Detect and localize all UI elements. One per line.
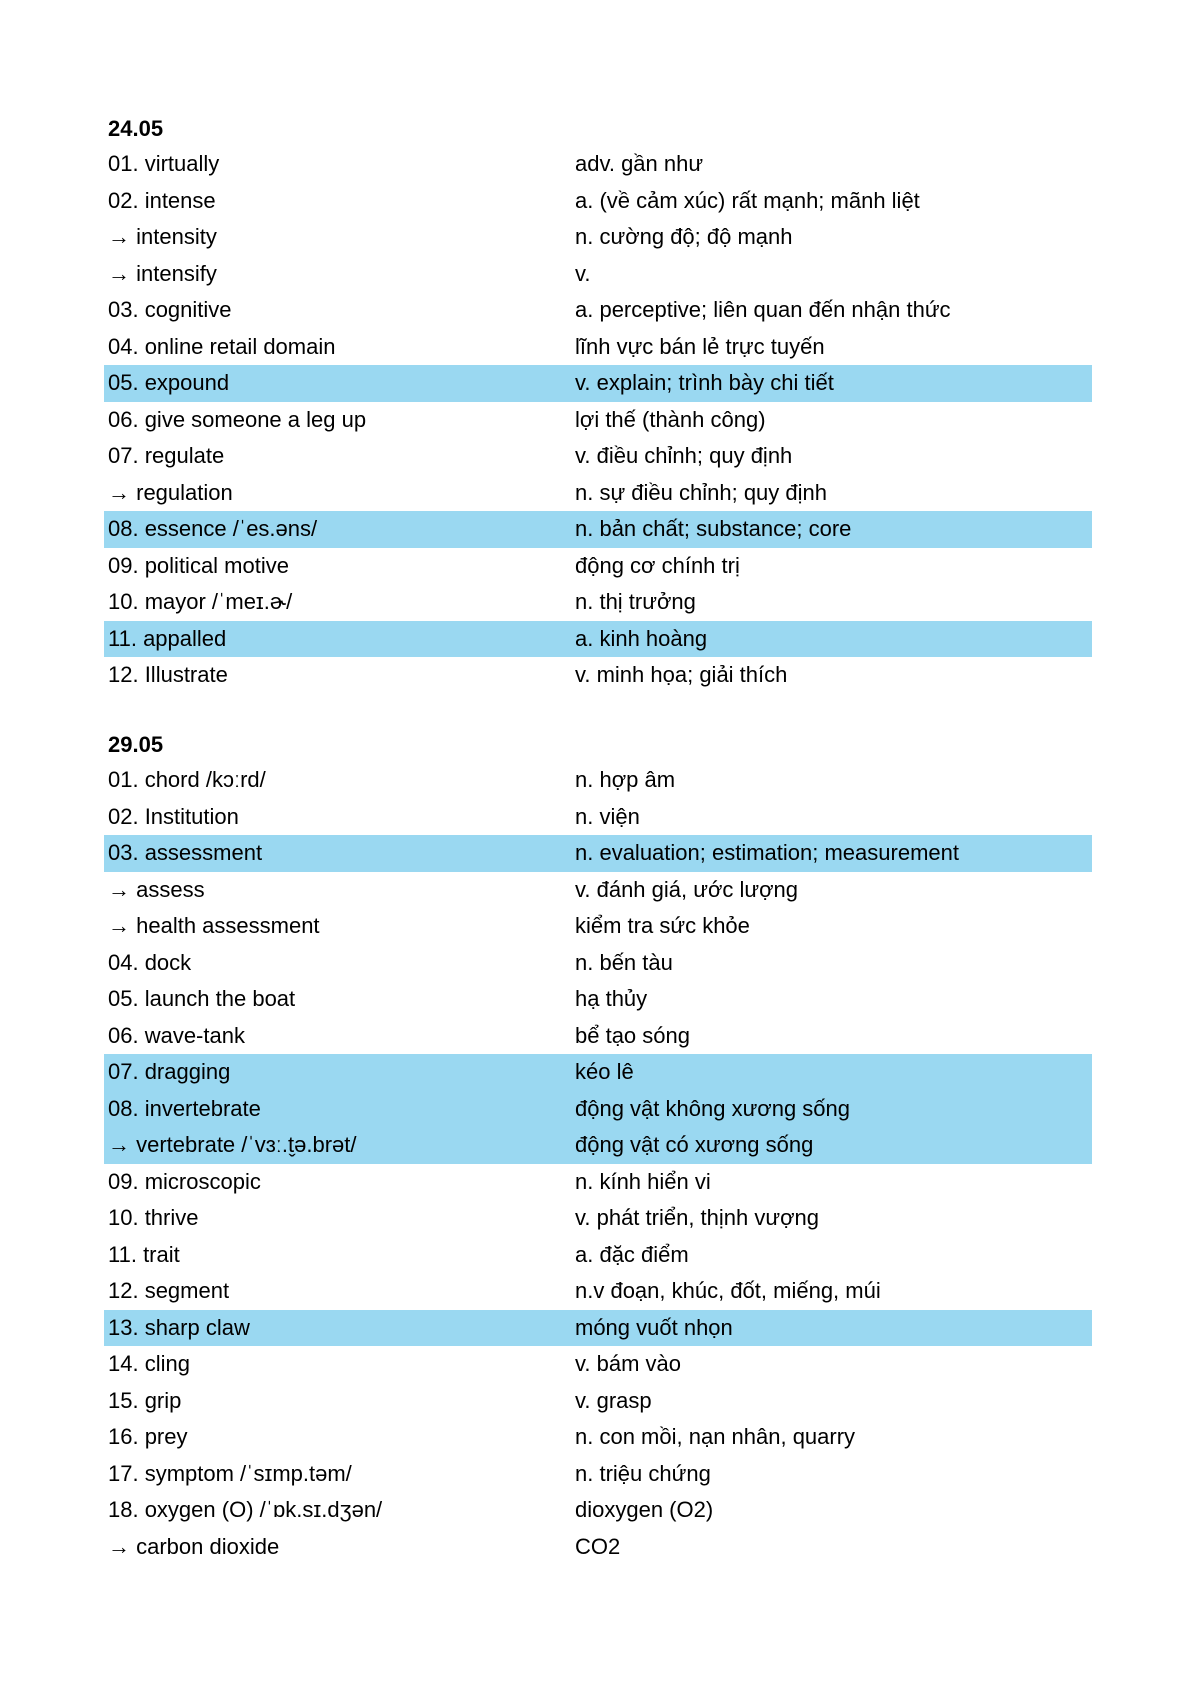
vocab-meaning: lợi thế (thành công): [575, 406, 766, 432]
vocab-term: 15. grip: [108, 1387, 182, 1413]
vocab-term: 05. launch the boat: [108, 986, 296, 1011]
vocab-meaning: v. minh họa; giải thích: [575, 662, 788, 687]
vocab-meaning: n. hợp âm: [575, 767, 676, 792]
vocab-meaning: a. đặc điểm: [575, 1241, 689, 1267]
vocab-row: [104, 799, 1092, 836]
vocab-meaning: v. grasp: [575, 1387, 652, 1413]
vocab-row: [104, 183, 1092, 220]
vocab-row: [104, 762, 1092, 799]
vocab-term: 13. sharp claw: [108, 1314, 250, 1340]
vocab-term: 06. wave-tank: [108, 1022, 245, 1048]
vocab-row: [104, 1273, 1092, 1310]
vocab-term: → assess: [108, 876, 205, 902]
vocab-section-29-05: [104, 728, 1092, 1565]
vocab-term: 05. expound: [108, 370, 230, 395]
vocab-row: [104, 438, 1092, 475]
vocab-meaning: lĩnh vực bán lẻ trực tuyến: [575, 333, 825, 359]
vocab-term: 07. regulate: [108, 443, 225, 468]
vocab-row: [104, 981, 1092, 1018]
vocab-term: 10. thrive: [108, 1205, 199, 1230]
vocab-term: 14. cling: [108, 1351, 190, 1376]
vocab-term: 04. dock: [108, 949, 192, 975]
vocab-row: [104, 584, 1092, 621]
vocab-meaning: v. điều chỉnh; quy định: [575, 443, 793, 468]
vocab-row-highlighted: [104, 1127, 1092, 1164]
vocab-term: 02. Institution: [108, 803, 239, 829]
vocab-term: 12. Illustrate: [108, 662, 228, 687]
vocab-row: [104, 146, 1092, 183]
vocab-row: [104, 475, 1092, 512]
vocab-term: 03. cognitive: [108, 297, 232, 322]
vocab-meaning: v. phát triển, thịnh vượng: [575, 1205, 819, 1230]
vocab-meaning: v. đánh giá, ước lượng: [575, 876, 799, 902]
vocab-term: 02. intense: [108, 187, 216, 213]
vocab-meaning: n. con mồi, nạn nhân, quarry: [575, 1424, 856, 1449]
vocab-meaning: bể tạo sóng: [575, 1022, 690, 1048]
vocab-row: [104, 1456, 1092, 1493]
vocab-meaning: CO2: [575, 1533, 621, 1559]
vocab-term: 18. oxygen (O) /ˈɒk.sɪ.dʒən/: [108, 1497, 383, 1522]
vocab-meaning: dioxygen (O2): [575, 1497, 714, 1522]
vocab-term: 08. essence /ˈes.əns/: [108, 516, 318, 541]
vocab-row-highlighted: [104, 1091, 1092, 1128]
vocab-term: → regulation: [108, 479, 233, 505]
vocab-row: [104, 908, 1092, 945]
vocab-meaning: n. triệu chứng: [575, 1460, 711, 1486]
vocab-meaning: n. kính hiển vi: [575, 1168, 711, 1194]
vocab-row-highlighted: [104, 1310, 1092, 1347]
section-date-heading: 24.05: [108, 116, 164, 141]
vocab-row-highlighted: [104, 621, 1092, 658]
vocab-term: 08. invertebrate: [108, 1095, 261, 1121]
vocab-meaning: adv. gần như: [575, 151, 704, 176]
vocab-meaning: động vật không xương sống: [575, 1095, 851, 1121]
vocab-row: [104, 292, 1092, 329]
vocab-row: [104, 657, 1092, 694]
vocab-term: 17. symptom /ˈsɪmp.təm/: [108, 1460, 352, 1486]
vocab-meaning: móng vuốt nhọn: [575, 1314, 733, 1340]
vocab-term: 12. segment: [108, 1278, 230, 1303]
vocab-term: 06. give someone a leg up: [108, 406, 367, 432]
vocab-meaning: n.v đoạn, khúc, đốt, miếng, múi: [575, 1278, 881, 1303]
vocab-meaning: n. viện: [575, 803, 640, 829]
vocab-row: [104, 1419, 1092, 1456]
vocab-term: 03. assessment: [108, 840, 263, 865]
vocab-meaning: a. kinh hoàng: [575, 625, 708, 651]
vocab-meaning: động vật có xương sống: [575, 1132, 814, 1157]
vocab-row: [104, 1200, 1092, 1237]
vocab-meaning: a. perceptive; liên quan đến nhận thức: [575, 297, 951, 322]
vocab-meaning: a. (về cảm xúc) rất mạnh; mãnh liệt: [575, 187, 920, 213]
vocab-meaning: n. cường độ; độ mạnh: [575, 224, 793, 249]
vocab-row: [104, 1018, 1092, 1055]
vocab-row: [104, 872, 1092, 909]
vocab-term: 01. virtually: [108, 151, 220, 176]
vocab-term: → intensity: [108, 224, 217, 249]
vocab-meaning: n. evaluation; estimation; measurement: [575, 840, 959, 865]
vocab-row: [104, 256, 1092, 293]
vocab-meaning: kéo lê: [575, 1059, 634, 1084]
section-date-heading: 29.05: [108, 732, 164, 757]
vocab-row: [104, 1529, 1092, 1566]
vocab-meaning: v.: [575, 260, 591, 286]
vocab-term: → intensify: [108, 260, 217, 286]
vocab-term: 07. dragging: [108, 1059, 231, 1084]
vocab-row: [104, 1492, 1092, 1529]
vocab-meaning: n. bản chất; substance; core: [575, 516, 852, 541]
vocab-term: 04. online retail domain: [108, 333, 336, 359]
vocab-term: → carbon dioxide: [108, 1533, 280, 1559]
vocab-row: [104, 1383, 1092, 1420]
vocab-meaning: hạ thủy: [575, 986, 648, 1011]
vocab-meaning: động cơ chính trị: [575, 552, 740, 578]
vocab-term: 01. chord /kɔːrd/: [108, 767, 266, 792]
vocab-term: 16. prey: [108, 1424, 188, 1449]
vocab-meaning: n. bến tàu: [575, 949, 673, 975]
vocab-row: [104, 219, 1092, 256]
vocab-term: → vertebrate /ˈvɜː.t̬ə.brət/: [108, 1132, 357, 1157]
vocab-term: 11. appalled: [108, 625, 227, 651]
vocab-row: [104, 1237, 1092, 1274]
vocab-term: 09. microscopic: [108, 1168, 261, 1194]
vocab-row-highlighted: [104, 511, 1092, 548]
vocab-term: 11. trait: [108, 1241, 180, 1267]
vocab-row: [104, 402, 1092, 439]
vocab-row-highlighted: [104, 365, 1092, 402]
vocab-meaning: kiểm tra sức khỏe: [575, 913, 750, 938]
vocab-meaning: v. bám vào: [575, 1351, 681, 1376]
vocab-meaning: v. explain; trình bày chi tiết: [575, 370, 834, 395]
vocab-meaning: n. sự điều chỉnh; quy định: [575, 479, 828, 505]
vocab-row: [104, 548, 1092, 585]
vocab-meaning: n. thị trưởng: [575, 589, 696, 614]
vocab-row: [104, 329, 1092, 366]
vocab-row-highlighted: [104, 835, 1092, 872]
vocab-row: [104, 1164, 1092, 1201]
vocab-section-24-05: [104, 112, 1092, 694]
vocab-row: [104, 945, 1092, 982]
vocab-row: [104, 1346, 1092, 1383]
vocab-row-highlighted: [104, 1054, 1092, 1091]
vocab-term: → health assessment: [108, 913, 320, 938]
vocab-term: 09. political motive: [108, 552, 289, 578]
vocab-term: 10. mayor /ˈmeɪ.ɚ/: [108, 589, 293, 614]
